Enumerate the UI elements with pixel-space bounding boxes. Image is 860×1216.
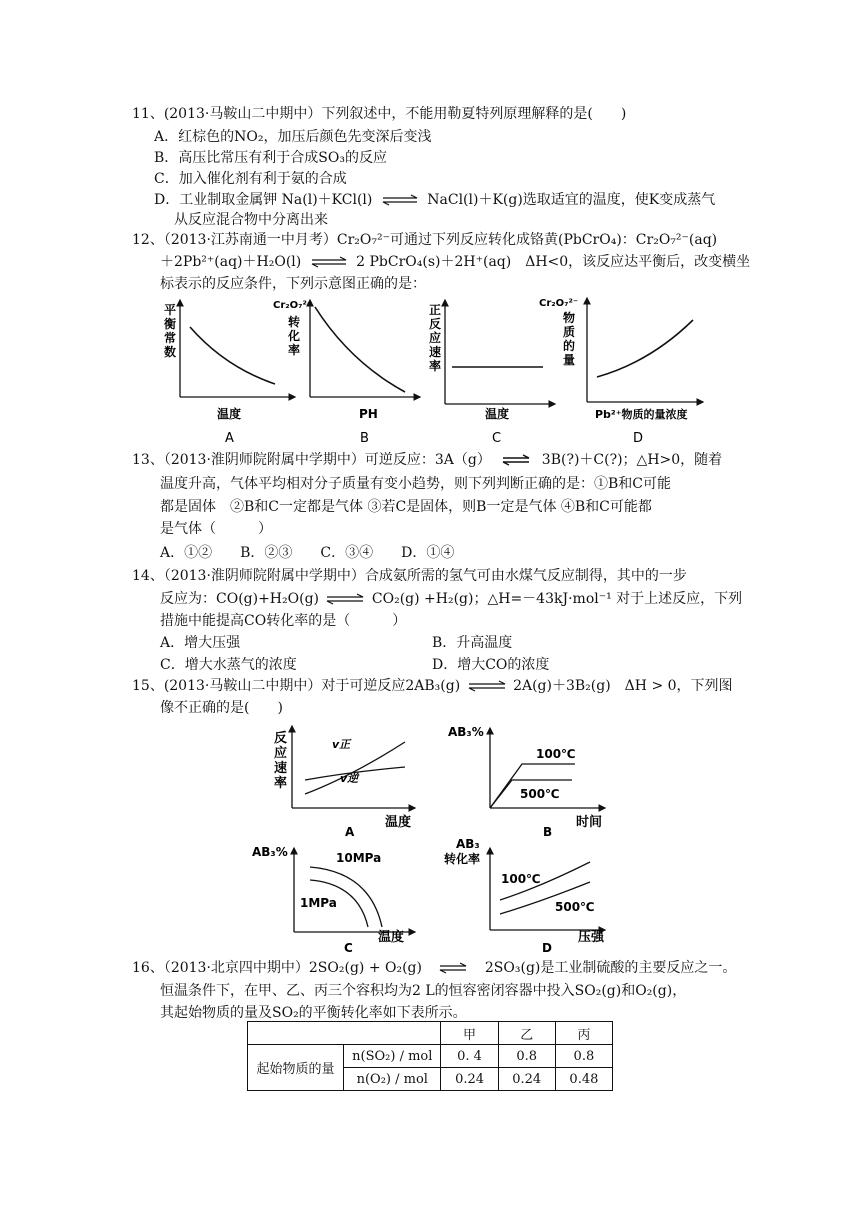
table-cell: 0.8 (498, 1045, 555, 1068)
q12-d-y3: 量 (563, 353, 576, 367)
q12-d-xlabel: Pb²⁺物质的量浓度 (595, 408, 688, 421)
q12-d-ytop: Cr₂O₇²⁻ (539, 298, 579, 309)
q15-c-xlabel: 温度 (378, 930, 405, 945)
q12-a-y0: 平 (164, 303, 177, 317)
equilibrium-arrow-icon (501, 454, 531, 466)
q14-option-b: B．升高温度 (432, 635, 513, 651)
q12-d-y0: 物 (563, 311, 576, 325)
q12-c-label: C (492, 431, 502, 446)
q13-line2: 温度升高，气体平均相对分子质量有变小趋势，则下列判断正确的是：①B和C可能 (160, 476, 671, 492)
q16-line3: 其起始物质的量及SO₂的平衡转化率如下表所示。 (160, 1005, 467, 1021)
q15-c-ylabel: AB₃% (252, 845, 288, 859)
q12-b-xlabel: PH (359, 407, 378, 421)
q15-b-ylabel: AB₃% (448, 725, 484, 739)
q16-line1-post: 2SO₃(g)是工业制硫酸的主要反应之一。 (484, 960, 737, 976)
q15-a-xlabel: 温度 (385, 815, 412, 830)
q15-line2: 像不正确的是( ) (160, 700, 283, 716)
q12-line2-post: 2 PbCrO₄(s)＋2H⁺(aq) ΔH<0，该反应达平衡后，改变横坐 (356, 254, 751, 270)
q16-line1-pre: 16、（2013·北京四中期中）2SO₂(g) + O₂(g) (132, 960, 422, 976)
q12-d-label: D (633, 431, 644, 446)
q11-option-d-line2: 从反应混合物中分离出来 (174, 212, 328, 228)
q13-line1-pre: 13、（2013·淮阴师院附属中学期中）可逆反应：3A（g） (132, 452, 491, 468)
q12-c-y1: 反 (429, 317, 442, 331)
table-row-label-o2: n(O₂) / mol (344, 1068, 441, 1091)
q13-line1 (132, 450, 722, 470)
table-cell: 0.8 (555, 1045, 612, 1068)
q15-a-label: A (345, 825, 355, 839)
q15-a-vforward-label: v正 (332, 738, 351, 751)
q15-d-label-500c: 500℃ (555, 900, 595, 914)
table-cell: 0.24 (498, 1068, 555, 1091)
q12-graph-b (273, 300, 420, 446)
q12-a-label: A (225, 431, 234, 446)
q12-a-y1: 衡 (164, 317, 177, 331)
q15-a-y1: 应 (274, 746, 288, 761)
q12-a-y3: 数 (164, 345, 177, 359)
q15-d-ylabel1: AB₃ (456, 837, 480, 851)
q14-option-a: A．增大压强 (160, 635, 241, 651)
q13-line1-post: 3B(?)＋C(?)；△H>0，随着 (541, 452, 723, 468)
q14-line3: 措施中能提高CO转化率的是（ ） (160, 613, 407, 629)
equilibrium-arrow-icon (467, 680, 507, 692)
q11-option-d-pre: D．工业制取金属钾 Na(l)＋KCl(l) (154, 192, 373, 208)
q15-b-line-100c (490, 764, 575, 808)
q15-c-label-1mpa: 1MPa (300, 896, 337, 910)
table-row-label-so2: n(SO₂) / mol (344, 1045, 441, 1068)
q15-line1-post: 2A(g)＋3B₂(g) ΔH > 0，下列图 (513, 678, 733, 694)
q14-line2 (160, 589, 742, 609)
equilibrium-arrow-icon (438, 962, 468, 974)
q15-line1 (132, 676, 733, 696)
q12-graph-a (164, 300, 295, 446)
q12-line2 (160, 252, 750, 272)
q15-graph-d (444, 837, 605, 955)
q12-d-y1: 质 (563, 325, 576, 339)
q15-a-y0: 反 (274, 731, 288, 746)
q15-b-label: B (543, 825, 553, 839)
q14-line2-pre: 反应为：CO(g)+H₂O(g) (160, 591, 319, 607)
q12-curve-d (597, 320, 693, 377)
q16-line2: 恒温条件下，在甲、乙、丙三个容积均为2 L的恒容密闭容器中投入SO₂(g)和O₂(g)， (160, 983, 687, 999)
q12-graphs (155, 292, 715, 452)
q14-line2-post: CO₂(g) +H₂(g)；△H=－43kJ·mol⁻¹ 对于上述反应，下列 (371, 591, 743, 607)
q15-a-y2: 速 (274, 761, 288, 776)
q12-b-ytop: Cr₂O₇²⁻ (273, 300, 313, 311)
q12-line2-pre: ＋2Pb²⁺(aq)＋H₂O(l) (160, 254, 302, 270)
q14-option-d: D．增大CO的浓度 (432, 657, 550, 673)
q12-graph-c (429, 300, 555, 446)
q13-options: A．①② B．②③ C．③④ D．①④ (160, 545, 455, 561)
table-row-group-label: 起始物质的量 (248, 1045, 344, 1091)
table-cell: 0.48 (555, 1068, 612, 1091)
q11-option-c: C．加入催化剂有利于氨的合成 (154, 171, 347, 187)
q12-c-y2: 应 (429, 331, 442, 345)
table-row (248, 1045, 613, 1068)
q14-line1: 14、（2013·淮阴师院附属中学期中）合成氨所需的氢气可由水煤气反应制得，其中的一步 (132, 568, 687, 584)
q12-c-y0: 正 (429, 303, 442, 317)
q15-d-label-100c: 100℃ (501, 872, 541, 886)
q12-c-xlabel: 温度 (485, 407, 510, 421)
q15-a-vreverse-label: v逆 (340, 772, 359, 785)
q13-line4: 是气体（ ） (160, 521, 272, 537)
q14-option-c: C．增大水蒸气的浓度 (160, 657, 297, 673)
table-header-bing: 丙 (555, 1022, 612, 1045)
equilibrium-arrow-icon (310, 256, 348, 268)
q15-b-label-100c: 100℃ (536, 747, 576, 761)
q11-option-d (154, 190, 715, 210)
q13-line3: 都是固体 ②B和C一定都是气体 ③若C是固体，则B一定是气体 ④B和C可能都 (160, 499, 652, 515)
table-header-jia: 甲 (441, 1022, 498, 1045)
equilibrium-arrow-icon (325, 593, 365, 605)
q11-option-d-post: NaCl(l)＋K(g)选取适宜的温度，使K变成蒸气 (427, 192, 716, 208)
q12-graph-d (539, 298, 703, 446)
q16-table (247, 1021, 613, 1091)
q12-b-y0: 转 (288, 315, 301, 329)
q15-graphs (250, 722, 630, 958)
table-header-yi: 乙 (498, 1022, 555, 1045)
q15-d-xlabel: 压强 (578, 930, 605, 945)
equilibrium-arrow-icon (381, 194, 419, 206)
table-header-row (248, 1022, 613, 1045)
q12-a-y2: 常 (164, 331, 177, 345)
q12-line1: 12、（2013·江苏南通一中月考）Cr₂O₇²⁻可通过下列反应转化成铬黄(PbCrO₄)：Cr₂O₇²⁻(aq) (132, 232, 718, 248)
q15-graph-b (448, 725, 605, 839)
table-header-empty (248, 1022, 441, 1045)
q11-option-a: A．红棕色的NO₂，加压后颜色先变深后变浅 (154, 129, 432, 145)
q12-c-y3: 速 (429, 345, 442, 359)
q15-b-label-500c: 500℃ (520, 787, 560, 801)
table-cell: 0.24 (441, 1068, 498, 1091)
q12-b-y1: 化 (288, 329, 301, 343)
q12-curve-b (315, 307, 405, 392)
q15-graph-a (274, 726, 415, 839)
q15-d-label: D (542, 941, 552, 955)
q15-c-label-10mpa: 10MPa (336, 851, 382, 865)
q15-graph-c (252, 845, 415, 955)
q12-line3: 标表示的反应条件，下列示意图正确的是： (160, 276, 426, 292)
q11-stem: 11、(2013·马鞍山二中期中）下列叙述中，不能用勒夏特列原理解释的是( ) (132, 106, 627, 122)
q15-b-xlabel: 时间 (576, 815, 603, 830)
q12-a-xlabel: 温度 (217, 407, 242, 421)
q12-curve-a (190, 327, 275, 384)
q12-c-y4: 率 (429, 359, 442, 373)
q15-line1-pre: 15、(2013·马鞍山二中期中）对于可逆反应2AB₃(g) (132, 678, 461, 694)
q11-option-b: B．高压比常压有利于合成SO₃的反应 (154, 150, 387, 166)
q15-d-ylabel2: 转化率 (444, 852, 481, 866)
table-cell: 0. 4 (441, 1045, 498, 1068)
q12-d-y2: 的 (563, 339, 576, 353)
q12-b-label: B (360, 431, 369, 446)
q15-c-label: C (344, 941, 353, 955)
q16-line1 (132, 958, 736, 978)
q15-a-y3: 率 (274, 776, 288, 791)
q12-b-y2: 率 (288, 343, 301, 357)
